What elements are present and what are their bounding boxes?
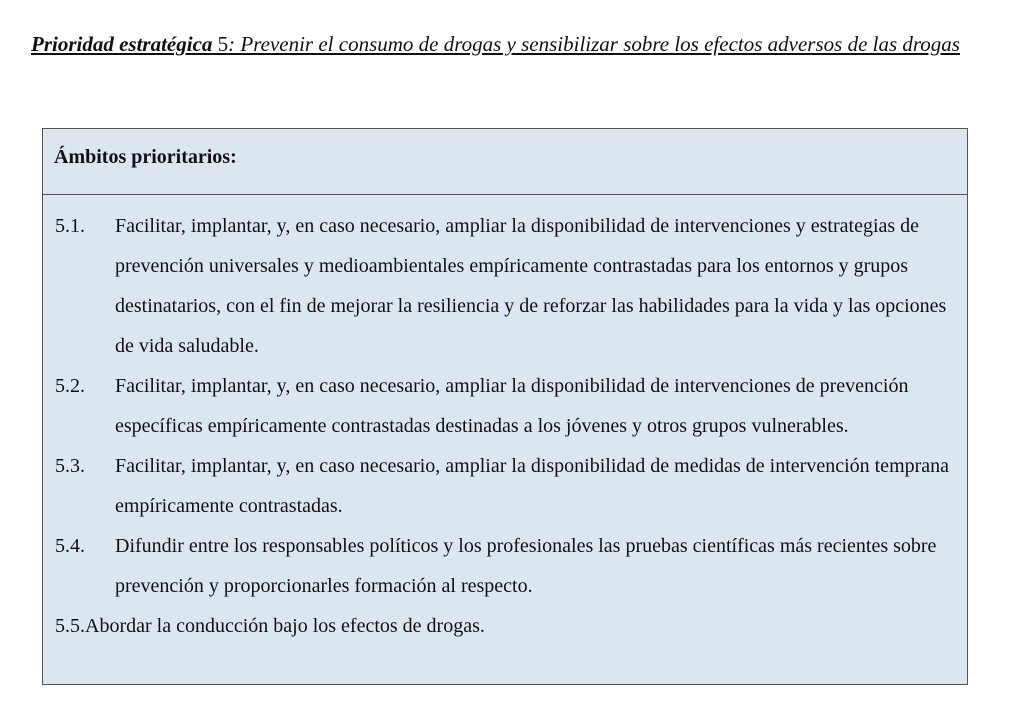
list-item [55,526,957,606]
item-text: Difundir entre los responsables políticos y los profesionales las pruebas científicas más recientes sobre prevención y proporcionarles formación al respecto. [115,535,937,597]
section-heading [31,24,999,64]
priority-areas-list [43,195,967,646]
item-text: Facilitar, implantar, y, en caso necesario, ampliar la disponibilidad de medidas de intervención temprana empíricamente contrastadas. [115,455,950,517]
item-text: Facilitar, implantar, y, en caso necesario, ampliar la disponibilidad de intervenciones y estrategias de prevención universales y medioambientales empíricamente contrastadas para los entornos y grupos destinatarios, con el fin de mejorar la resiliencia y de reforzar las habilidades para la vida y las opciones de vida saludable. [115,215,947,357]
priority-areas-box [42,128,968,685]
list-item [55,206,957,366]
list-item [55,446,957,526]
heading-text: : Prevenir el consumo de drogas y sensibilizar sobre los efectos adversos de las drogas [228,32,960,56]
item-number: 5.1. [55,215,85,237]
item-number: 5.4. [55,535,85,557]
list-item [55,366,957,446]
list-item-last: 5.5.Abordar la conducción bajo los efectos de drogas. [55,615,485,637]
box-title: Ámbitos prioritarios: [43,129,967,195]
item-text: Facilitar, implantar, y, en caso necesario, ampliar la disponibilidad de intervenciones de prevención específicas empíricamente contrastadas destinadas a los jóvenes y otros grupos vulnerables. [115,375,909,437]
heading-number: 5 [212,32,229,56]
item-number: 5.3. [55,455,85,477]
heading-lead: Prioridad estratégica [31,32,213,56]
item-number: 5.2. [55,375,85,397]
